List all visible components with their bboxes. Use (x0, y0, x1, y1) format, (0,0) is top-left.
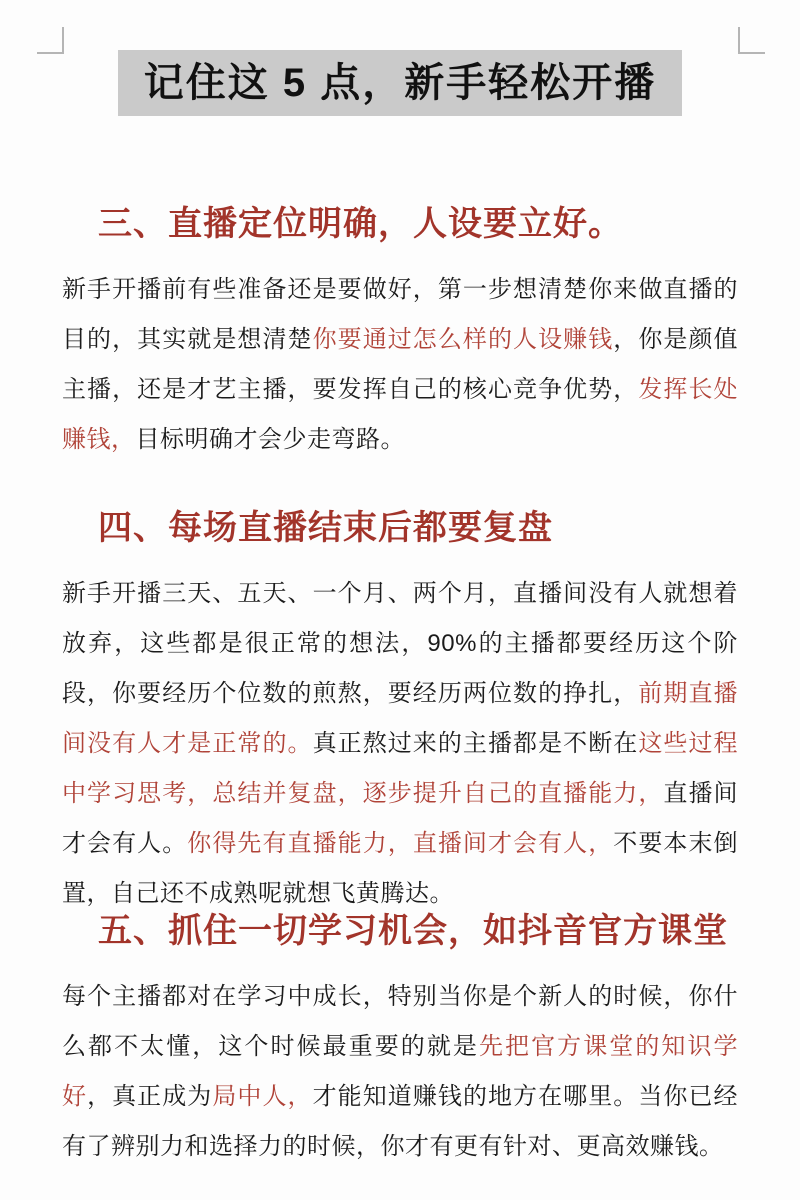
text-segment-red: 局中人， (212, 1083, 313, 1110)
section-three-paragraph (62, 265, 738, 465)
text-segment-red: 发挥长处赚钱， (62, 376, 739, 453)
text-segment-black: 新手开播三天、五天、一个月、两个月，直播间没有人就想着放弃，这些都是很正常的想法，90%的主播都要经历这个阶段，你要经历个位数的煎熬，要经历两位数的挣扎， (62, 580, 738, 707)
text-segment-red: 你得先有直播能力，直播间才会有人， (187, 830, 614, 857)
text-segment-black: 每个主播都对在学习中成长，特别当你是个新人的时候，你什么都不太懂，这个时候最重要的就是 (62, 983, 738, 1060)
text-segment-black: 才能知道赚钱的地方在哪里。当你已经有了辨别力和选择力的时候，你才有更有针对、更高效赚钱。 (62, 1083, 739, 1160)
section-four-heading: 四、每场直播结束后都要复盘 (98, 509, 553, 547)
text-segment-black: 不要本末倒置，自己还不成熟呢就想飞黄腾达。 (62, 830, 739, 907)
text-segment-black: 真正熬过来的主播都是不断在 (312, 730, 639, 757)
section-five-heading: 五、抓住一切学习机会，如抖音官方课堂 (98, 912, 728, 950)
section-three (62, 196, 738, 465)
section-three-heading: 三、直播定位明确，人设要立好。 (98, 205, 623, 243)
text-segment-black: ，你是颜值主播，还是才艺主播，要发挥自己的核心竞争优势， (62, 326, 739, 403)
text-segment-black: ，真正成为 (87, 1083, 213, 1110)
text-segment-black: 目标明确才会少走弯路。 (135, 426, 405, 453)
text-segment-red: 你要通过怎么样的人设赚钱 (312, 326, 614, 353)
text-segment-red: 先把官方课堂的知识学好 (62, 1033, 739, 1110)
page-title: 记住这 5 点，新手轻松开播 (118, 50, 682, 116)
text-segment-black: 新手开播前有些准备还是要做好，第一步想清楚你来做直播的目的，其实就是想清楚 (62, 276, 738, 353)
text-segment-black: 直播间才会有人。 (62, 780, 739, 857)
section-four-paragraph (62, 569, 738, 919)
section-five (62, 903, 738, 1172)
text-segment-red: 前期直播间没有人才是正常的。 (62, 680, 739, 757)
section-five-paragraph (62, 972, 738, 1172)
text-segment-red: 这些过程中学习思考，总结并复盘，逐步提升自己的直播能力， (62, 730, 739, 807)
section-four (62, 500, 738, 919)
title-row (0, 50, 800, 116)
